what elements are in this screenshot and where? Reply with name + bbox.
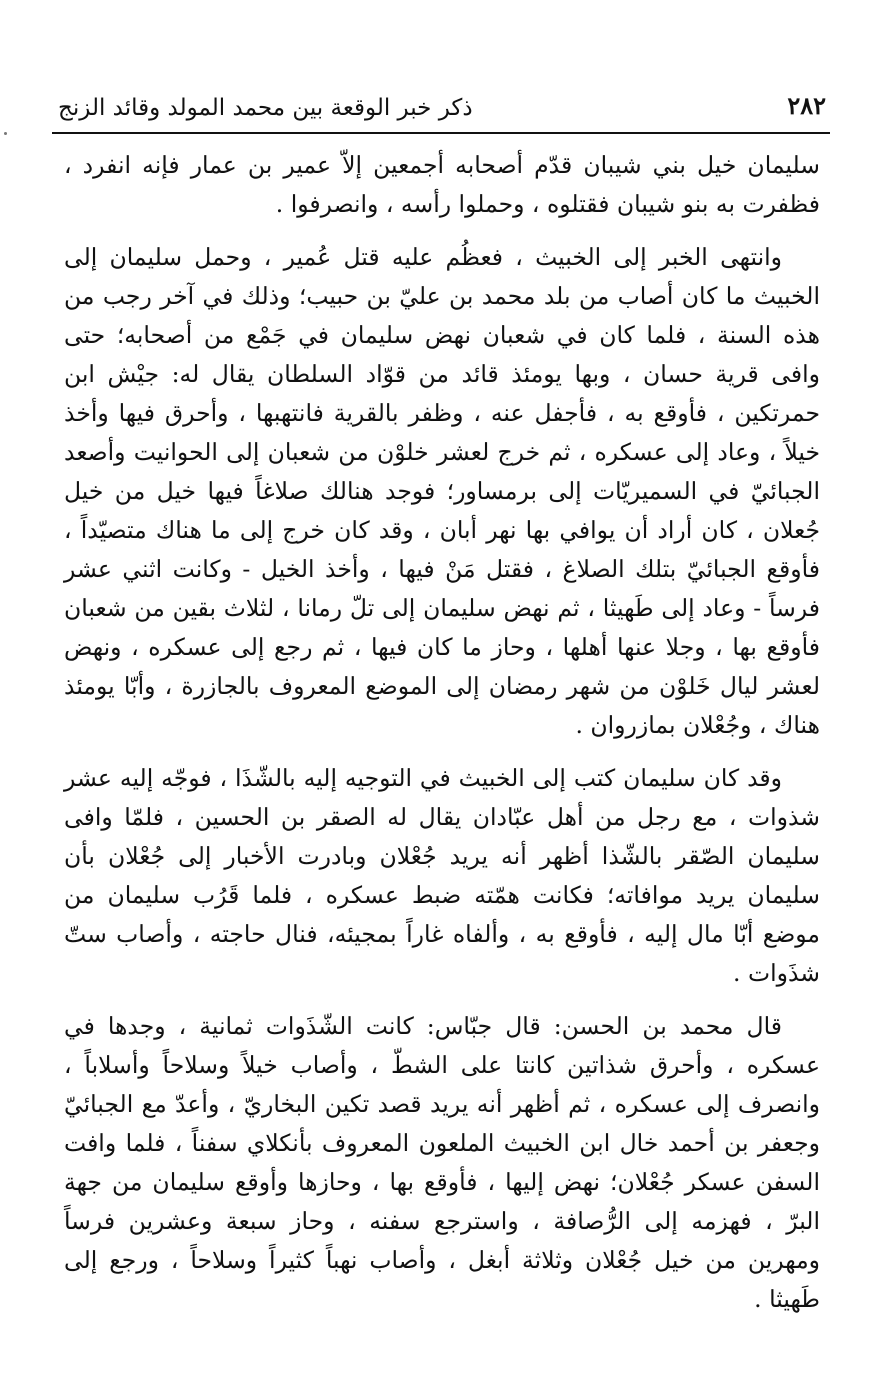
- running-title: ذكر خبر الوقعة بين محمد المولد وقائد الزنج: [58, 95, 473, 121]
- margin-speck: [4, 132, 7, 135]
- paragraph: قال محمد بن الحسن: قال جبّاس: كانت الشّذَوات ثمانية ، وجدها في عسكره ، وأحرق شذاتين كانتا على الشطّ ، وأصاب خيلاً وسلاحاً وأسلاباً ، وانصرف إلى عسكره ، ثم أظهر أنه يريد قصد تكين البخاريّ ، وأعدّ مع الجبائيّ وجعفر بن أحمد خال ابن الخبيث الملعون المعروف بأنكلاي سفناً ، فلما وافت السفن عسكر جُعْلان؛ نهض إليها ، فأوقع بها ، وحازها وأوقع سليمان من جهة البرّ ، فهزمه إلى الرُّصافة ، واسترجع سفنه ، وحاز سبعة وعشرين فرساً ومهرين من خيل جُعْلان وثلاثة أبغل ، وأصاب نهباً كثيراً وسلاحاً ، ورجع إلى طَهيثا .: [64, 1012, 820, 1313]
- paragraph-continuation: سليمان خيل بني شيبان قدّم أصحابه أجمعين إلاّ عمير بن عمار فإنه انفرد ، فظفرت به بنو شيبان فقتلوه ، وحملوا رأسه ، وانصرفوا .: [64, 151, 820, 218]
- page-number: ٢٨٢: [787, 91, 826, 120]
- paragraph: وقد كان سليمان كتب إلى الخبيث في التوجيه إليه بالشّذَا ، فوجّه إليه عشر شذوات ، مع رجل من أهل عبّادان يقال له الصقر بن الحسين ، فلمّا وافى سليمان الصّقر بالشّذا أظهر أنه يريد جُعْلان وبادرت الأخبار إلى جُعْلان بأن سليمان يريد موافاته؛ فكانت همّته ضبط عسكره ، فلما قَرُب سليمان من موضع أبّا مال إليه ، فأوقع به ، وألفاه غاراً بمجيئه، فنال حاجته ، وأصاب ستّ شذَوات .: [64, 764, 820, 987]
- body-text: [64, 146, 820, 1333]
- page-header: [52, 86, 830, 134]
- paragraph: وانتهى الخبر إلى الخبيث ، فعظُم عليه قتل عُمير ، وحمل سليمان إلى الخبيث ما كان أصاب من بلد محمد بن عليّ بن حبيب؛ وذلك في آخر رجب من هذه السنة ، فلما كان في شعبان نهض سليمان في جَمْع من أصحابه؛ حتى وافى قرية حسان ، وبها يومئذ قائد من قوّاد السلطان يقال له: جيْش ابن حمرتكين ، فأوقع به ، فأجفل عنه ، وظفر بالقرية فانتهبها ، وأحرق فيها وأخذ خيلاً ، وعاد إلى عسكره ، ثم خرج لعشر خلوْن من شعبان إلى الحوانيت وأصعد الجبائيّ في السميريّات إلى برمساور؛ فوجد هنالك صلاغاً فيها خيل من خيل جُعلان ، كان أراد أن يوافي بها نهر أبان ، وقد كان خرج إلى ما هناك متصيّداً ، فأوقع الجبائيّ بتلك الصلاغ ، فقتل مَنْ فيها ، وأخذ الخيل - وكانت اثني عشر فرساً - وعاد إلى طَهيثا ، ثم نهض سليمان إلى تلّ رمانا ، لثلاث بقين من شعبان فأوقع بها ، وجلا عنها أهلها ، وحاز ما كان فيها ، ثم رجع إلى عسكره ، ونهض لعشر ليال خَلوْن من شهر رمضان إلى الموضع المعروف بالجازرة ، وأبّا يومئذ هناك ، وجُعْلان بمازروان .: [64, 243, 820, 739]
